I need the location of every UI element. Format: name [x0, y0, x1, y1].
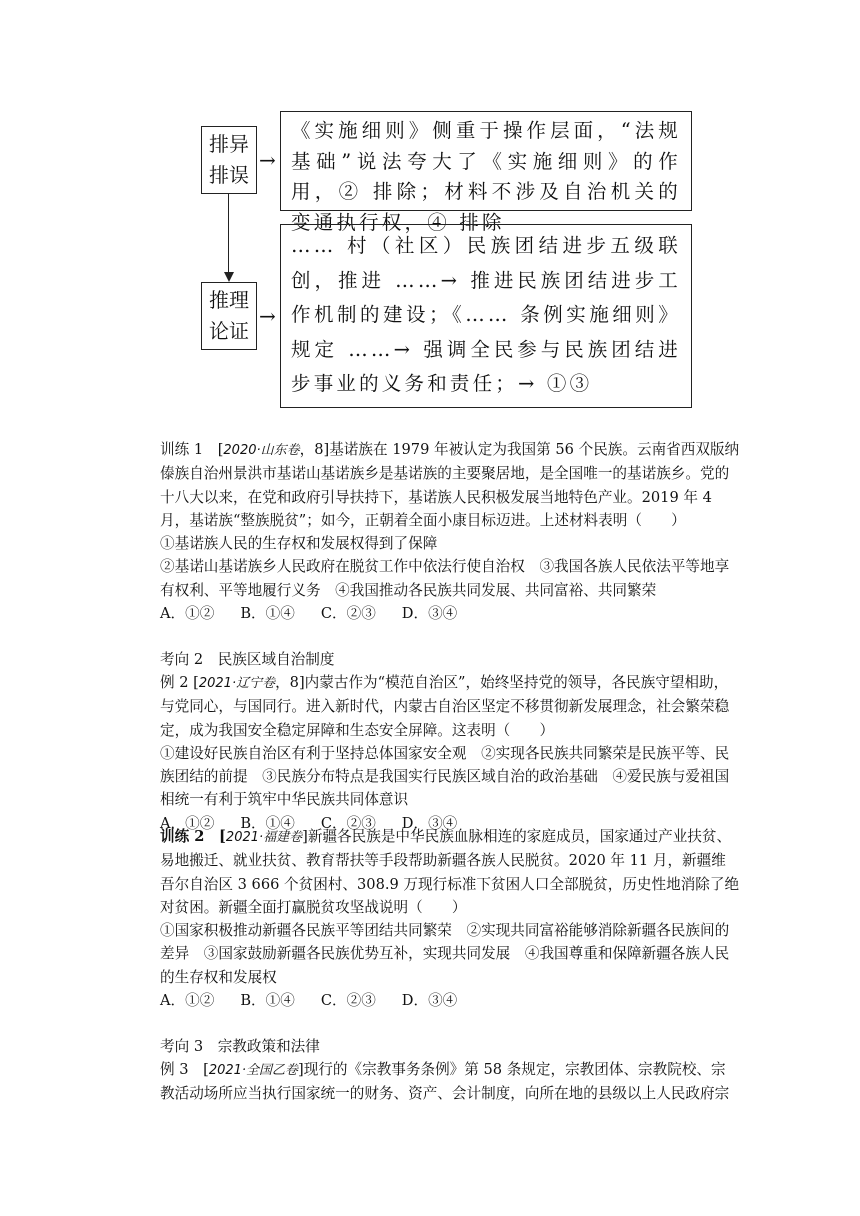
- example-2-items: ①建设好民族自治区有利于坚持总体国家安全观 ②实现各民族共同繁荣是民族平等、民族团结的前提 ③民族分布特点是我国实行民族区域自治的政治基础 ④爱民族与爱祖国相统一有利于筑牢中华民族共同体意识: [160, 744, 730, 809]
- training-2-options: [160, 989, 740, 1012]
- box-label-reasoning: [201, 282, 257, 350]
- connector-line: [228, 194, 229, 274]
- option-d: D．③④: [401, 814, 458, 832]
- source-tag: 2021·辽宁卷: [198, 676, 276, 691]
- option-a: A．①②: [160, 992, 215, 1010]
- section-3-title: 考向 3 宗教政策和法律: [160, 1038, 320, 1055]
- label-line-2: 排误: [209, 163, 249, 187]
- label-line-2: 论证: [209, 319, 249, 343]
- elimination-text: 《实施细则》侧重于操作层面，“法规基础”说法夸大了《实施细则》的作用，② 排除；材料不涉及自治机关的变通执行权，④ 排除: [291, 119, 681, 234]
- option-d: D．③④: [401, 992, 458, 1010]
- option-b: B．①④: [240, 605, 295, 623]
- training-2-stem: 训练 2 [2021·福建卷]新疆各民族是中华民族血脉相连的家庭成员，国家通过产业扶贫、易地搬迁、就业扶贫、教育帮扶等手段帮助新疆各族人民脱贫。2020 年 11 月，新疆维吾尔自治区 3 666 个贫困村、308.9 万现行标准下贫困人口全部脱贫，历史性地消除了绝对贫困。新疆全面打赢脱贫攻坚战说明（ ）: [160, 828, 740, 916]
- training-1-options: [160, 602, 740, 625]
- training-1-item2: ②基诺山基诺族乡人民政府在脱贫工作中依法行使自治权 ③我国各族人民依法平等地享有权利、平等地履行义务 ④我国推动各民族共同发展、共同富裕、共同繁荣: [160, 558, 730, 599]
- option-c: C．②③: [320, 605, 376, 623]
- training-1: [160, 438, 740, 625]
- option-c: C．②③: [320, 992, 376, 1010]
- example-3: [160, 1058, 740, 1106]
- training-2-items: ①国家积极推动新疆各民族平等团结共同繁荣 ②实现共同富裕能够消除新疆各民族间的差异 ③国家鼓励新疆各民族优势互补，实现共同发展 ④我国尊重和保障新疆各族人民的生存权和发展权: [160, 922, 730, 986]
- source-tag: 2020·山东卷: [223, 443, 300, 458]
- training-1-item1: ①基诺族人民的生存权和发展权得到了保障: [160, 535, 438, 553]
- label-line-1: 推理: [209, 288, 249, 312]
- option-b: B．①④: [240, 992, 295, 1010]
- example-3-stem: 例 3 [2021·全国乙卷]现行的《宗教事务条例》第 58 条规定，宗教团体、宗教院校、宗教活动场所应当执行国家统一的财务、资产、会计制度，向所在地的县级以上人民政府宗: [160, 1061, 730, 1103]
- training-2: [160, 825, 740, 1012]
- option-d: D．③④: [401, 605, 458, 623]
- box-label-elimination: [201, 126, 257, 194]
- reasoning-content-box: [280, 224, 692, 408]
- option-a: A．①②: [160, 605, 215, 623]
- training-1-stem: 训练 1 [2020·山东卷，8]基诺族在 1979 年被认定为我国第 56 个民族。云南省西双版纳傣族自治州景洪市基诺山基诺族乡是基诺族的主要聚居地，是全国唯一的基诺族乡。党的十八大以来，在党和政府引导扶持下，基诺族人民积极发展当地特色产业。2019 年 4 月，基诺族“整族脱贫”；如今，正朝着全面小康目标迈进。上述材料表明（ ）: [160, 441, 740, 529]
- elimination-content-box: [280, 111, 692, 234]
- section-2-title: 考向 2 民族区域自治制度: [160, 651, 335, 668]
- option-c: C．②③: [320, 814, 376, 832]
- reasoning-text: …… 村（社区）民族团结进步五级联创，推进 ……→ 推进民族团结进步工作机制的建设；《…… 条例实施细则》规定 ……→ 强调全民参与民族团结进步事业的义务和责任；→ ①③: [291, 234, 681, 395]
- down-arrow-icon: [224, 272, 234, 282]
- source-tag: 2021·全国乙卷: [208, 1063, 299, 1078]
- right-arrow-icon: →: [259, 148, 276, 172]
- option-b: B．①④: [240, 814, 295, 832]
- option-a: A．①②: [160, 814, 215, 832]
- source-tag: 2021·福建卷: [225, 830, 303, 845]
- example-2-stem: 例 2 [2021·辽宁卷，8]内蒙古作为“模范自治区”，始终坚持党的领导，各民族守望相助，与党同心，与国同行。进入新时代，内蒙古自治区坚定不移贯彻新发展理念，社会繁荣稳定，成为我国安全稳定屏障和生态安全屏障。这表明（ ）: [160, 674, 730, 739]
- label-line-1: 排异: [209, 132, 249, 156]
- example-2: [160, 671, 740, 835]
- right-arrow-icon: →: [259, 304, 276, 328]
